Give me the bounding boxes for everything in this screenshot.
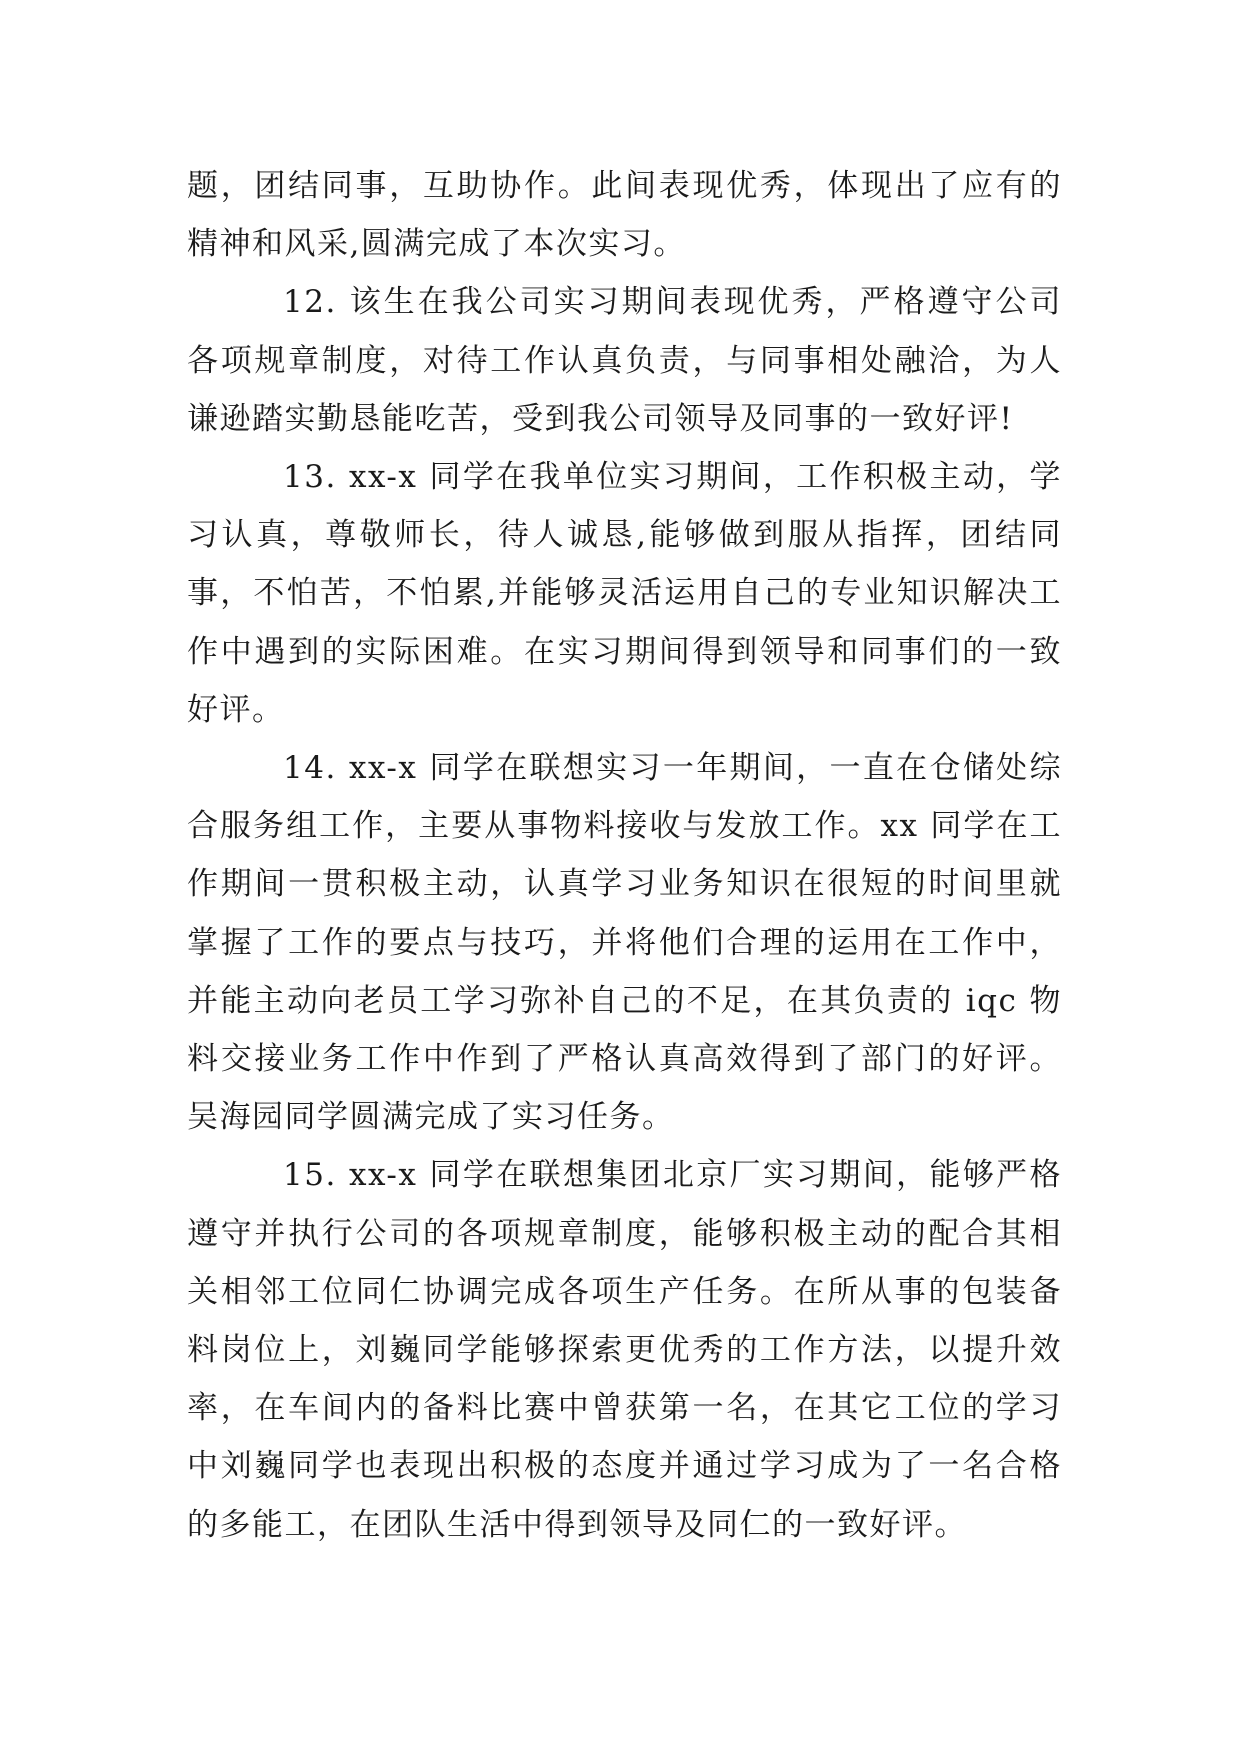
paragraph-11-continued: 题，团结同事，互助协作。此间表现优秀，体现出了应有的精神和风采,圆满完成了本次实习。 bbox=[187, 168, 1062, 263]
document-body bbox=[187, 157, 1062, 1554]
paragraph-13: 13. xx-x 同学在我单位实习期间，工作积极主动，学习认真，尊敬师长，待人诚恳,能够做到服从指挥，团结同事，不怕苦，不怕累,并能够灵活运用自己的专业知识解决工作中遇到的实际困难。在实习期间得到领导和同事们的一致好评。 bbox=[187, 459, 1062, 728]
paragraph-15: 15. xx-x 同学在联想集团北京厂实习期间，能够严格遵守并执行公司的各项规章制度，能够积极主动的配合其相关相邻工位同仁协调完成各项生产任务。在所从事的包装备料岗位上，刘巍同学能够探索更优秀的工作方法，以提升效率，在车间内的备料比赛中曾获第一名，在其它工位的学习中刘巍同学也表现出积极的态度并通过学习成为了一名合格的多能工，在团队生活中得到领导及同仁的一致好评。 bbox=[187, 1157, 1062, 1543]
paragraph-12: 12. 该生在我公司实习期间表现优秀，严格遵守公司各项规章制度，对待工作认真负责，与同事相处融洽，为人谦逊踏实勤恳能吃苦，受到我公司领导及同事的一致好评! bbox=[187, 284, 1062, 437]
paragraph-14: 14. xx-x 同学在联想实习一年期间，一直在仓储处综合服务组工作，主要从事物料接收与发放工作。xx 同学在工作期间一贯积极主动，认真学习业务知识在很短的时间里就掌握了工作的要点与技巧，并将他们合理的运用在工作中，并能主动向老员工学习弥补自己的不足，在其负责的 iqc 物料交接业务工作中作到了严格认真高效得到了部门的好评。吴海园同学圆满完成了实习任务。 bbox=[187, 750, 1062, 1136]
